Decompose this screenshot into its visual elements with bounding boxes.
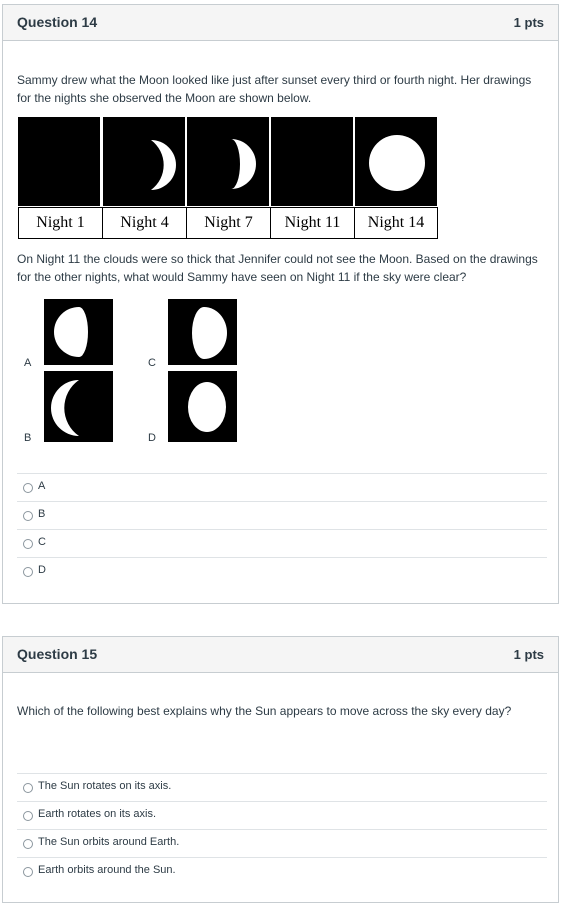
answer-options [17,773,547,885]
radio-button[interactable] [23,511,33,521]
night-label-4: Night 4 [103,207,187,239]
question-points: 1 pts [513,15,544,30]
moon-night-1-image [18,117,100,206]
nearly-full-moon-icon [168,371,237,442]
choice-a-image [44,299,113,365]
answer-option-earth-orbits[interactable] [17,857,547,885]
night-label-14: Night 14 [355,207,438,239]
radio-button[interactable] [23,783,33,793]
answer-option-earth-rotates[interactable] [17,801,547,829]
night-label-1: Night 1 [18,207,103,239]
question-14-card [2,4,559,604]
choice-c-letter: C [148,357,156,369]
answer-option-a[interactable] [17,473,547,501]
waxing-gibbous-moon-icon [168,299,237,365]
question-prompt-text: On Night 11 the clouds were so thick that Jennifer could not see the Moon. Based on the drawings for the other nights, what would Sammy have seen on Night 11 if the sky were clear? [17,252,538,284]
choice-b-letter: B [24,432,32,444]
choice-b-image [44,371,113,442]
moon-night-7-image [187,117,269,206]
radio-button[interactable] [23,567,33,577]
answer-label[interactable]: A [38,480,46,492]
first-quarter-moon-icon [187,117,269,206]
radio-button[interactable] [23,539,33,549]
answer-label[interactable]: Earth rotates on its axis. [38,808,156,820]
question-intro-text: Sammy drew what the Moon looked like just after sunset every third or fourth night. Her drawings for the nights she observed the Moon are shown below. [17,73,532,105]
full-moon-icon [355,117,437,206]
answer-label[interactable]: The Sun orbits around Earth. [38,836,180,848]
choice-d-image [168,371,237,442]
moon-night-4-image [103,117,185,206]
question-prompt-text: Which of the following best explains why the Sun appears to move across the sky every day? [17,704,512,718]
radio-button[interactable] [23,867,33,877]
question-title: Question 14 [17,14,98,30]
answer-options [17,473,547,585]
gibbous-moon-icon [44,299,113,365]
question-points: 1 pts [513,647,544,662]
answer-option-c[interactable] [17,529,547,557]
answer-label[interactable]: D [38,564,46,576]
answer-option-sun-orbits[interactable] [17,829,547,857]
answer-option-b[interactable] [17,501,547,529]
answer-label[interactable]: The Sun rotates on its axis. [38,780,172,792]
night-label-11: Night 11 [271,207,355,239]
moon-night-11-image [271,117,353,206]
radio-button[interactable] [23,811,33,821]
choice-d-letter: D [148,432,156,444]
choice-c-image [168,299,237,365]
waxing-crescent-moon-icon [103,117,185,206]
answer-label[interactable]: Earth orbits around the Sun. [38,864,176,876]
question-header [3,637,558,673]
radio-button[interactable] [23,839,33,849]
answer-label[interactable]: B [38,508,46,520]
answer-option-d[interactable] [17,557,547,585]
answer-option-sun-rotates[interactable] [17,773,547,801]
question-15-card [2,636,559,903]
choice-a-letter: A [24,357,32,369]
waning-crescent-moon-icon [44,371,113,442]
answer-label[interactable]: C [38,536,46,548]
question-title: Question 15 [17,646,98,662]
moon-phase-drawings [17,117,438,241]
night-label-7: Night 7 [187,207,271,239]
question-header [3,5,558,41]
moon-night-14-image [355,117,437,206]
radio-button[interactable] [23,483,33,493]
